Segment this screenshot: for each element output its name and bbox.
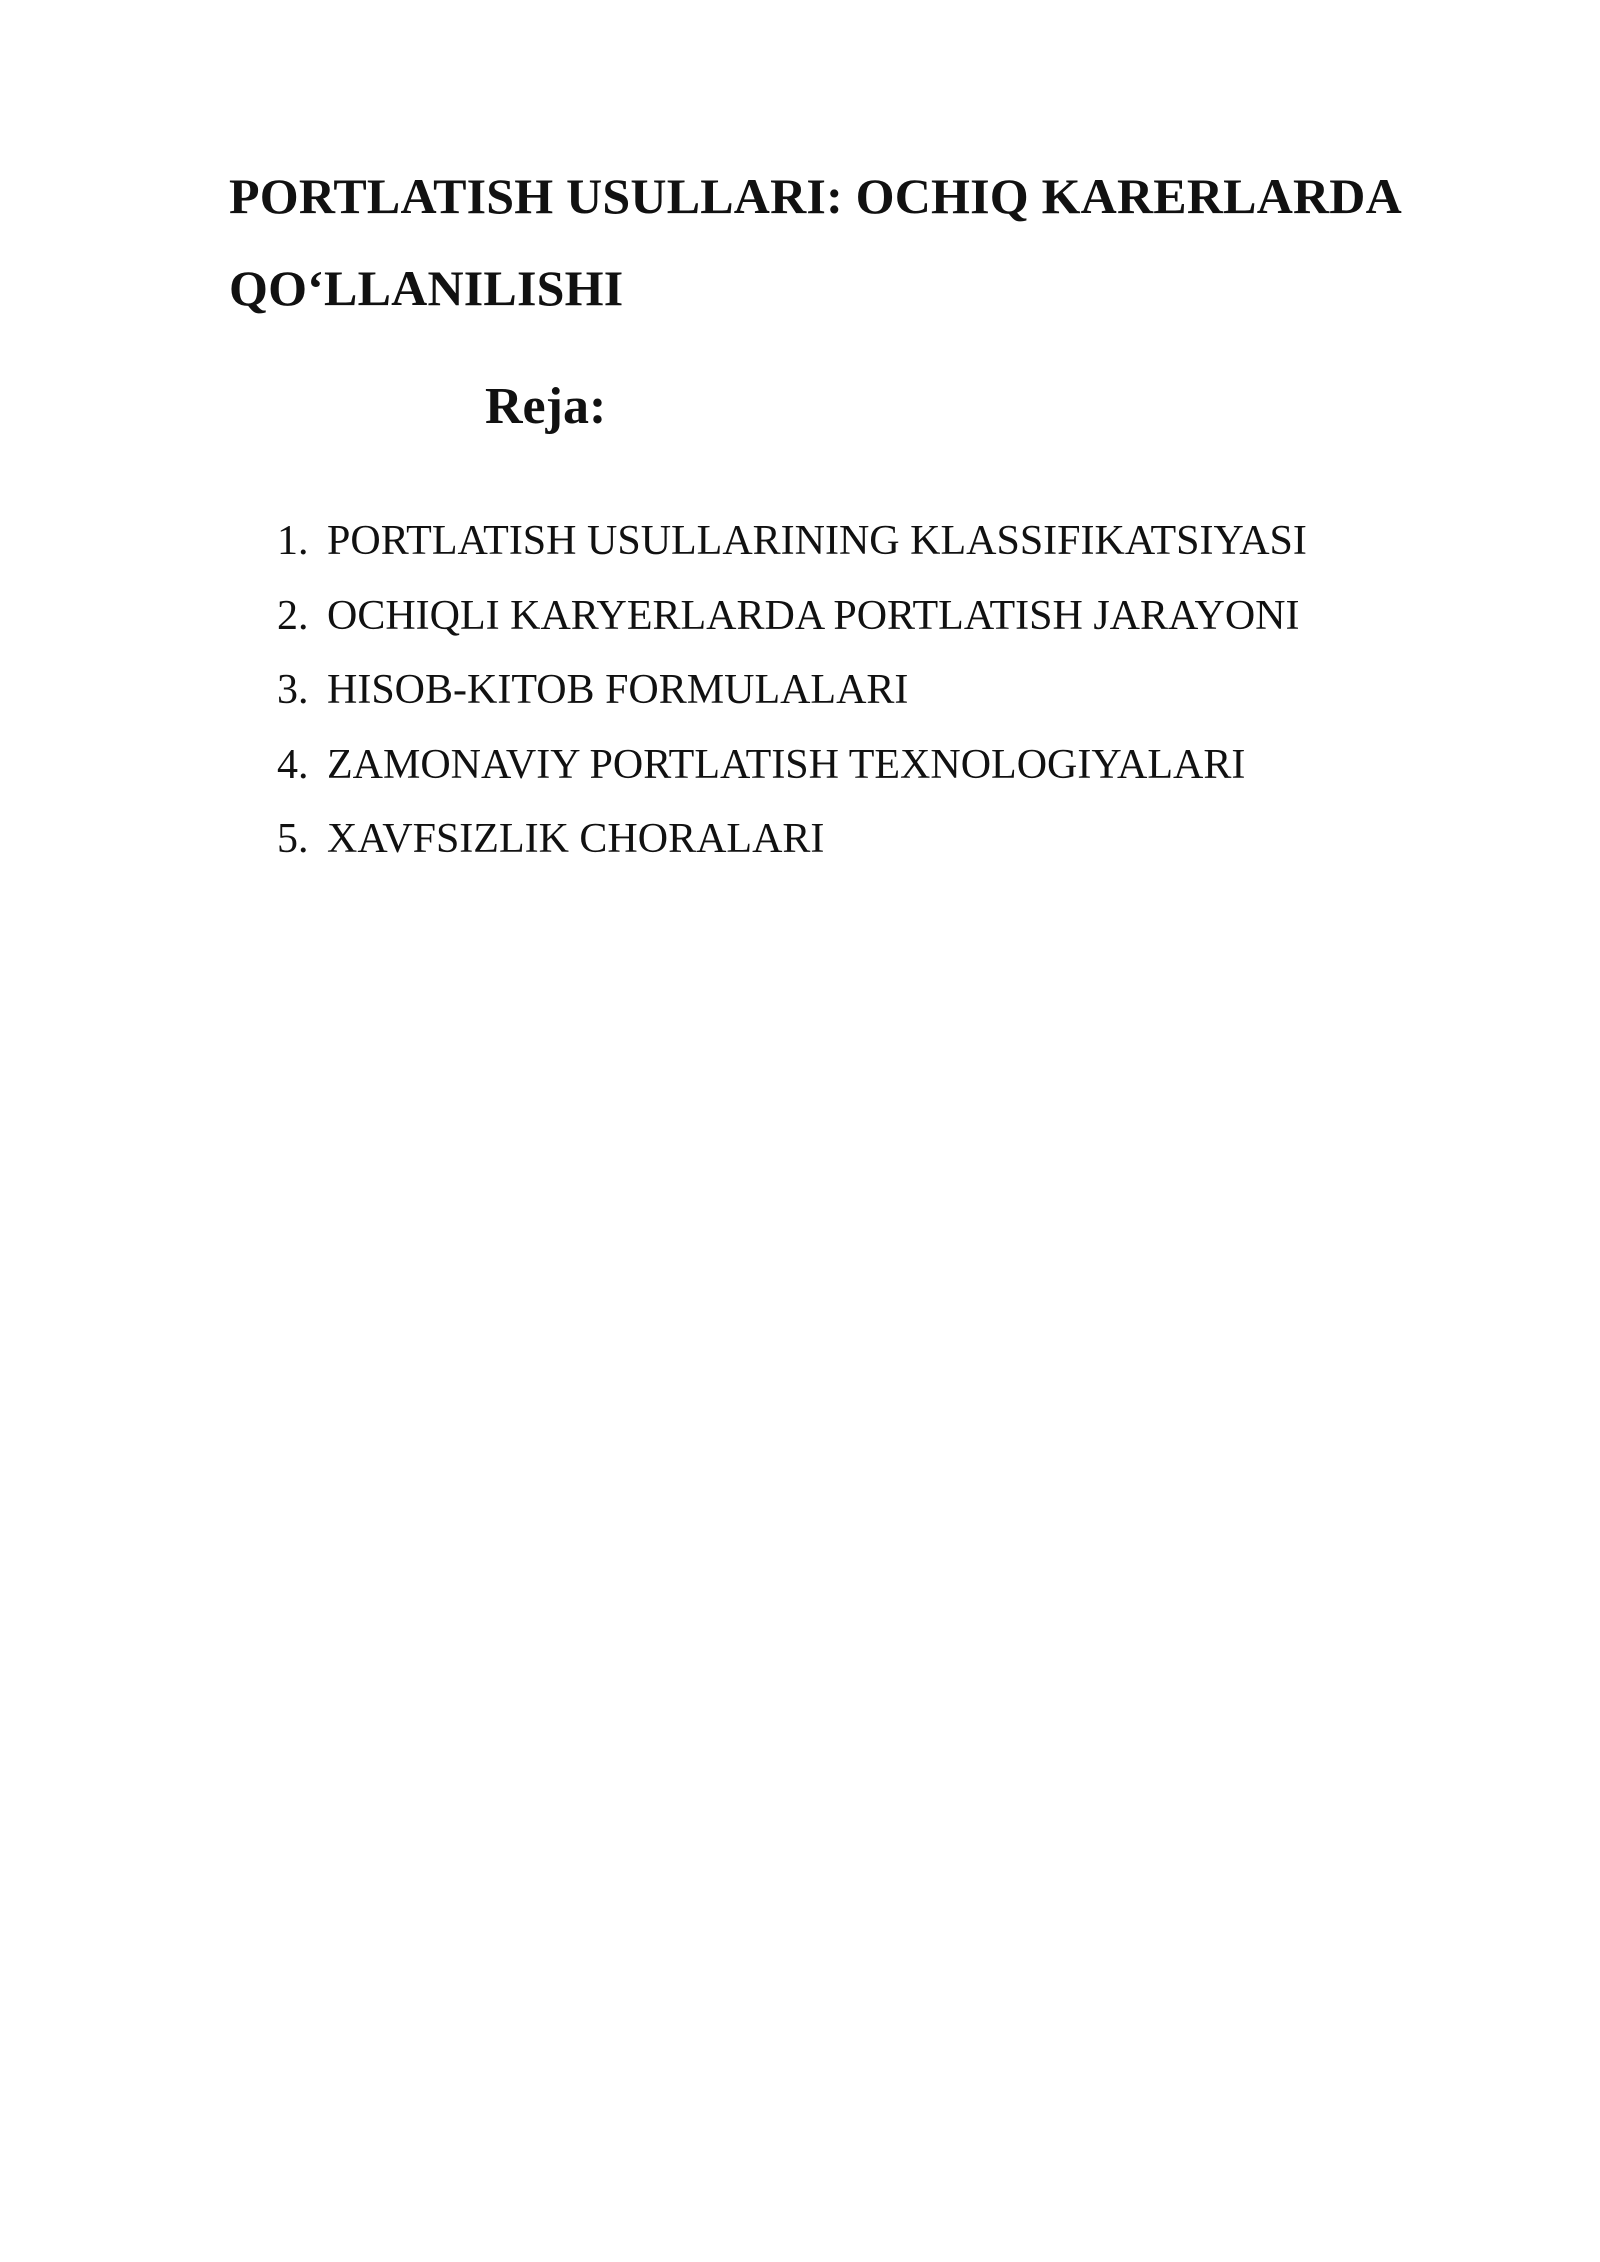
plan-item-number: 1. [277,518,309,564]
title-line-2: QO‘LLANILISHI [229,260,624,316]
plan-list [277,504,1307,877]
plan-item-text: ZAMONAVIY PORTLATISH TEXNOLOGIYALARI [327,741,1246,788]
plan-item-2 [277,579,1307,654]
plan-item-number: 5. [277,816,309,862]
plan-item-number: 3. [277,667,309,713]
plan-item-number: 4. [277,741,309,788]
document-title [229,150,1529,334]
plan-item-text: XAVFSIZLIK CHORALARI [327,816,825,862]
plan-item-text: HISOB-KITOB FORMULALARI [327,667,909,713]
plan-item-text: PORTLATISH USULLARINING KLASSIFIKATSIYASI [327,518,1307,564]
plan-heading: Reja: [485,378,607,435]
plan-item-3 [277,653,1307,728]
plan-item-text: OCHIQLI KARYERLARDA PORTLATISH JARAYONI [327,592,1300,639]
title-line-1: PORTLATISH USULLARI: OCHIQ KARERLARDA [229,168,1402,224]
plan-item-number: 2. [277,592,309,639]
plan-item-1 [277,504,1307,579]
plan-item-5 [277,802,1307,877]
plan-item-4 [277,728,1307,803]
